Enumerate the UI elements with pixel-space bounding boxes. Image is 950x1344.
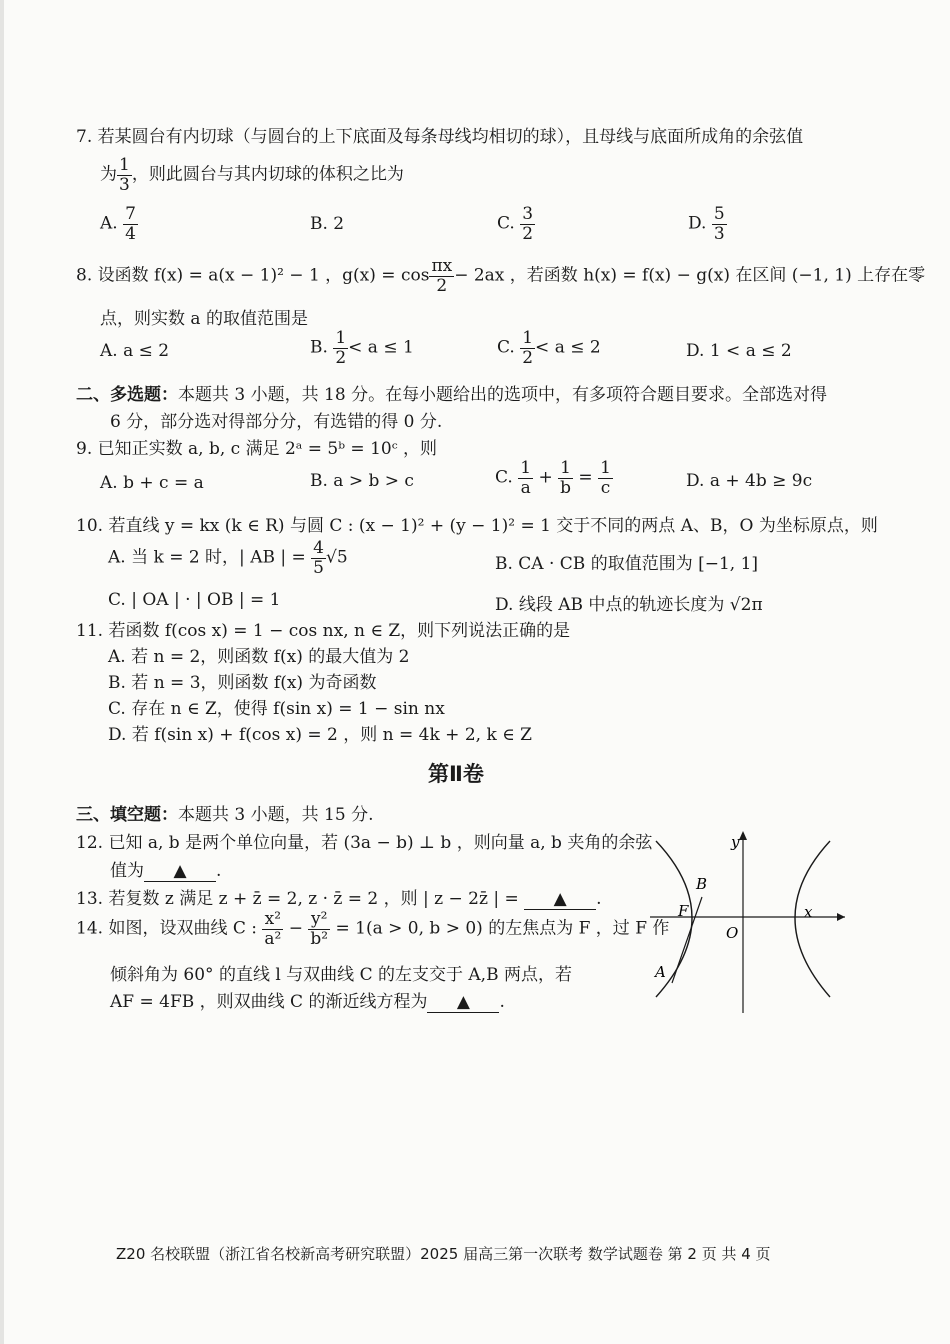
- hyperbola-figure: [640, 825, 855, 1015]
- q14-line1: 14. 如图，设双曲线 C : $\frac{\text{x²}}{\text{a²}}$ − $\frac{\text{y²}}{\text{b²}}$ = 1(a > 0, b > 0) 的左焦点为 F ，过 F 作: [76, 909, 670, 949]
- q9-option-a: A. b + c = a: [100, 473, 204, 493]
- q14-answer-blank: ▲: [427, 992, 499, 1013]
- q7-option-d: D. $\frac{5}{3}$: [688, 204, 725, 244]
- q9-option-d: D. a + 4b ≥ 9c: [686, 471, 813, 491]
- q7-stem-line2: 为 $\frac{1}{3}$ ，则此圆台与其内切球的体积之比为: [100, 155, 404, 195]
- focus-label: F: [678, 902, 689, 920]
- q11-stem: 11. 若函数 f(cos x) = 1 − cos nx, n ∈ Z，则下列说法正确的是: [76, 621, 571, 641]
- origin-label: O: [726, 924, 739, 942]
- q13-line: 13. 若复数 z 满足 z + z̄ = 2, z · z̄ = 2 ，则 | z − 2z̄ | = ▲ .: [76, 889, 602, 909]
- q11-option-d: D. 若 f(sin x) + f(cos x) = 2 ，则 n = 4k + 2, k ∈ Z: [108, 725, 532, 745]
- q7-fraction: $\frac{1}{3}$: [119, 155, 130, 195]
- q8-option-d: D. 1 < a ≤ 2: [686, 341, 792, 361]
- section2-line1: 二、多选题：本题共 3 小题，共 18 分。在每小题给出的选项中，有多项符合题目要求。全部选对得: [76, 385, 828, 405]
- y-axis-arrow: [739, 831, 747, 840]
- q9-stem: 9. 已知正实数 a, b, c 满足 2ᵃ = 5ᵇ = 10ᶜ ，则: [76, 439, 438, 459]
- q13-answer-blank: ▲: [524, 889, 596, 910]
- q12-line1: 12. 已知 a, b 是两个单位向量，若 (3a − b) ⊥ b ，则向量 a, b 夹角的余弦: [76, 833, 653, 853]
- q8-option-c: C. $\frac{1}{2}$ < a ≤ 2: [497, 328, 601, 368]
- q7-option-a: A. $\frac{7}{4}$: [100, 204, 136, 244]
- q10-option-a: A. 当 k = 2 时，| AB | = $\frac{4}{5}$ √5: [108, 538, 348, 578]
- x-axis-arrow: [837, 913, 845, 921]
- q7-stem-line1: 7. 若某圆台有内切球（与圆台的上下底面及每条母线均相切的球），且母线与底面所成角的余弦值: [76, 127, 804, 147]
- q12-answer-blank: ▲: [144, 861, 216, 882]
- section2-line2: 6 分，部分选对得部分分，有选错的得 0 分.: [110, 412, 443, 432]
- q8-option-b: B. $\frac{1}{2}$ < a ≤ 1: [310, 328, 414, 368]
- q9-option-b: B. a > b > c: [310, 471, 414, 491]
- section3-heading: 三、填空题：本题共 3 小题，共 15 分.: [76, 805, 374, 825]
- x-label: x: [804, 903, 813, 921]
- q10-stem: 10. 若直线 y = kx (k ∈ R) 与圆 C : (x − 1)² + (y − 1)² = 1 交于不同的两点 A、B，O 为坐标原点，则: [76, 516, 878, 536]
- scan-edge-shadow: [0, 0, 4, 1344]
- q8-stem-line2: 点，则实数 a 的取值范围是: [100, 309, 308, 329]
- y-label: y: [731, 833, 740, 851]
- point-a-label: A: [655, 963, 666, 981]
- q10-option-b: B. CA · CB 的取值范围为 [−1, 1]: [495, 554, 759, 574]
- q11-option-c: C. 存在 n ∈ Z，使得 f(sin x) = 1 − sin nx: [108, 699, 445, 719]
- q10-option-d: D. 线段 AB 中点的轨迹长度为 √2π: [495, 595, 763, 615]
- q10-option-c: C. | OA | · | OB | = 1: [108, 590, 281, 610]
- q7-option-b: B. 2: [310, 214, 345, 234]
- page-footer: Z20 名校联盟（浙江省名校新高考研究联盟）2025 届高三第一次联考 数学试题卷 第 2 页 共 4 页: [116, 1245, 771, 1263]
- q11-option-a: A. 若 n = 2，则函数 f(x) 的最大值为 2: [108, 647, 410, 667]
- part2-title: 第Ⅱ卷: [428, 762, 484, 786]
- right-branch: [795, 841, 830, 997]
- q12-line2: 值为 ▲ .: [110, 861, 222, 881]
- q8-stem-line1: 8. 设函数 f(x) = a(x − 1)² − 1 ，g(x) = cos $\frac{\pi x}{2}$ − 2ax ，若函数 h(x) = f(x) − g(x) 在区间 (−1, 1) 上存在零: [76, 256, 926, 296]
- point-b-label: B: [696, 875, 708, 893]
- q11-option-b: B. 若 n = 3，则函数 f(x) 为奇函数: [108, 673, 377, 693]
- q9-option-c: C. $\frac{1}{a}$ + $\frac{1}{b}$ = $\frac{1}{c}$: [495, 458, 611, 498]
- q7-option-c: C. $\frac{3}{2}$: [497, 204, 534, 244]
- q8-option-a: A. a ≤ 2: [100, 341, 170, 361]
- q14-line3: AF = 4FB ，则双曲线 C 的渐近线方程为 ▲ .: [110, 992, 505, 1012]
- q14-line2: 倾斜角为 60° 的直线 l 与双曲线 C 的左支交于 A,B 两点，若: [110, 965, 572, 985]
